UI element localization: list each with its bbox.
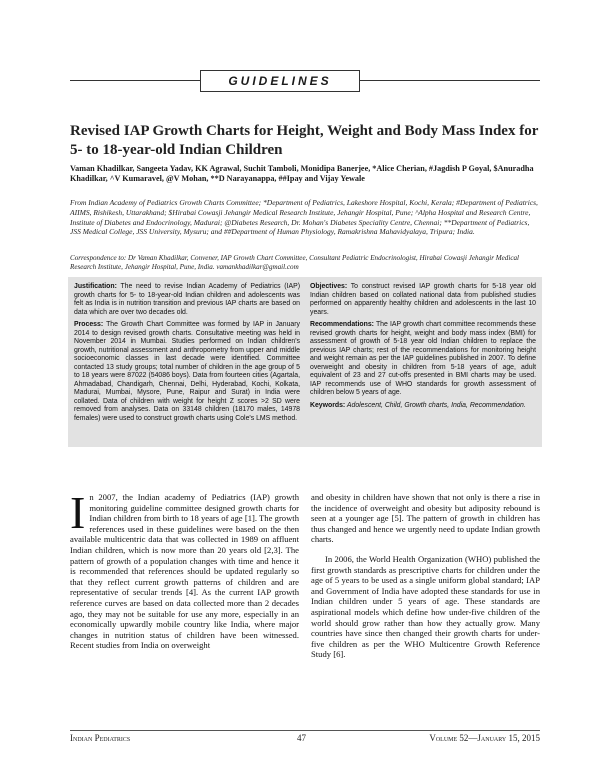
- body-paragraph-1: [70, 487, 299, 651]
- abstract-keywords: [310, 402, 536, 411]
- section-label: GUIDELINES: [200, 70, 360, 92]
- objectives-label: Objectives:: [310, 283, 348, 290]
- drop-cap: I: [70, 487, 86, 538]
- body-right-column: [311, 492, 540, 669]
- abstract-justification: [74, 283, 300, 317]
- abstract-left-column: [74, 283, 300, 427]
- banner-rule-right: [358, 80, 540, 81]
- justification-label: Justification:: [74, 283, 117, 290]
- footer-volume: Volume 52—January 15, 2015: [429, 733, 540, 743]
- abstract-process: [74, 321, 300, 423]
- keywords-text: Adolescent, Child, Growth charts, India, Recommendation.: [345, 401, 526, 409]
- objectives-text: To construct revised IAP growth charts for 5-18 year old Indian children based on collated national data from published studies performed on apparently healthy children and adolescents in the last 10 years.: [310, 283, 536, 316]
- article-title: Revised IAP Growth Charts for Height, Weight and Body Mass Index for 5- to 18-year-old Indian Children: [70, 123, 539, 158]
- body-paragraph-2: and obesity in children have shown that not only is there a rise in the incidence of overweight and obesity but adiposity rebound is seen at a younger age [5]. The pattern of growth in children has thus changed and hence we urgently need to update Indian growth charts.: [311, 492, 540, 545]
- correspondence: Correspondence to: Dr Vaman Khadilkar, Convener, IAP Growth Chart Committee, Consultant Pediatric Endocrinologist, Hirabai Cowasji Jehangir Medical Research Institute, Jehangir Hospital, Pune, India. vamankhadilkar@gmail.com: [70, 254, 519, 272]
- justification-text: The need to revise Indian Academy of Pediatrics (IAP) growth charts for 5- to 18-year-old Indian children and adolescents was felt as India is in nutrition transition and previous IAP charts are based on data which are over two decades old.: [74, 283, 300, 316]
- abstract-objectives: [310, 283, 536, 317]
- footer-rule: [70, 730, 540, 731]
- banner-rule-left: [70, 80, 200, 81]
- process-text: The Growth Chart Committee was formed by IAP in January 2014 to design revised growth charts. Consultative meeting was held in November 2014 in Mumbai. Studies performed on Indian children's growth, nutritional assessment and anthropometry from upper and middle socioeconomic classes in last decade were identified. Committee contacted 13 study groups; total number of children in the age group of 5 to 18 years were 87022 (54086 boys). Data from fourteen cities (Agartala, Ahmadabad, Chandigarh, Chennai, Delhi, Hyderabad, Kochi, Kolkata, Madurai, Mumbai, Mysore, Pune, Raipur and Surat) in India were collated. Data of children with weight for height Z scores >2 SD were removed from analyses. Data on 33148 children (18170 males, 14978 females) were used to construct growth charts using Cole's LMS method.: [74, 321, 300, 422]
- body-left-column: [70, 487, 299, 660]
- body-paragraph-1-text: n 2007, the Indian academy of Pediatrics (IAP) growth monitoring guideline committee designed growth charts for Indian children from birth to 18 years of age [1]. The growth references used in these guidelines were based on the then available multicentric data that was collected in 1989 on affluent Indian children, which is now more than 20 years old [2,3]. The pattern of growth of a population changes with time and hence it is recommended that references should be updated regularly so that they reflect current growth patterns of children and are representative of secular trends [4]. As the current IAP growth reference curves are based on data collected more than 2 decades ago, they may not be suitable for use any more, especially in an economically upwardly mobile country like India, where major changes in nutrition status of children have been witnessed. Recent studies from India on overweight: [70, 492, 299, 651]
- abstract-right-column: [310, 283, 536, 414]
- body-paragraph-3: In 2006, the World Health Organization (WHO) published the first growth standards as prescriptive charts for children under the age of 5 years to be used as a single uniform global standard; IAP and Government of India have adopted these standards for use in Indian children under 5 years of age. These standards are aspirational models which define how under-five children of the world should grow rather than how they actually grow. Many countries have since then changed their growth charts for under-five children as per the WHO Multicentre Growth Reference Study [6].: [311, 553, 540, 660]
- footer-page-number: 47: [297, 733, 306, 743]
- process-label: Process:: [74, 321, 104, 328]
- abstract-recommendations: [310, 321, 536, 398]
- recommendations-text: The IAP growth chart committee recommends these revised growth charts for height, weight and body mass index (BMI) for assessment of growth of 5-18 year old Indian children to replace the previous IAP charts; rest of the recommendations for monitoring height and weight remain as per the IAP guidelines published in 2007. To define overweight and obesity in children from 5-18 years of age, adult equivalent of 23 and 27 cut-offs presented in BMI charts may be used. IAP recommends use of WHO standards for growth assessment of children below 5 years of age.: [310, 321, 536, 396]
- author-list: Vaman Khadilkar, Sangeeta Yadav, KK Agrawal, Suchit Tamboli, Monidipa Banerjee, *Alice Cherian, #Jagdish P Goyal, $Anuradha Khadilkar, ^V Kumaravel, @V Mohan, **D Narayanappa, ##Ipay and Vijay Yewale: [70, 164, 534, 184]
- footer-journal: Indian Pediatrics: [70, 733, 131, 743]
- affiliations: From Indian Academy of Pediatrics Growth Charts Committee; *Department of Pediatrics, Lakeshore Hospital, Kochi, Kerala; #Department of Pediatrics, AIIMS, Rishikesh, Uttarakhand; $Hirabai Cowasji Jehangir Medical Research Institute, Jehangir Hospital, Pune; ^Alpha Hospital and Research Centre, Institute of Diabetes and Endocrinology, Madurai; @Diabetes Research, Dr. Mohan's Diabetes Speciality Centre, Chennai; **Department of Pediatrics, JSS Medical College, JSS University, Mysuru; and ##Department of Human Physiology, Ramakrishna Mahavidyalaya, Tripura; India.: [70, 198, 538, 237]
- keywords-label: Keywords:: [310, 401, 346, 409]
- recommendations-label: Recommendations:: [310, 321, 374, 328]
